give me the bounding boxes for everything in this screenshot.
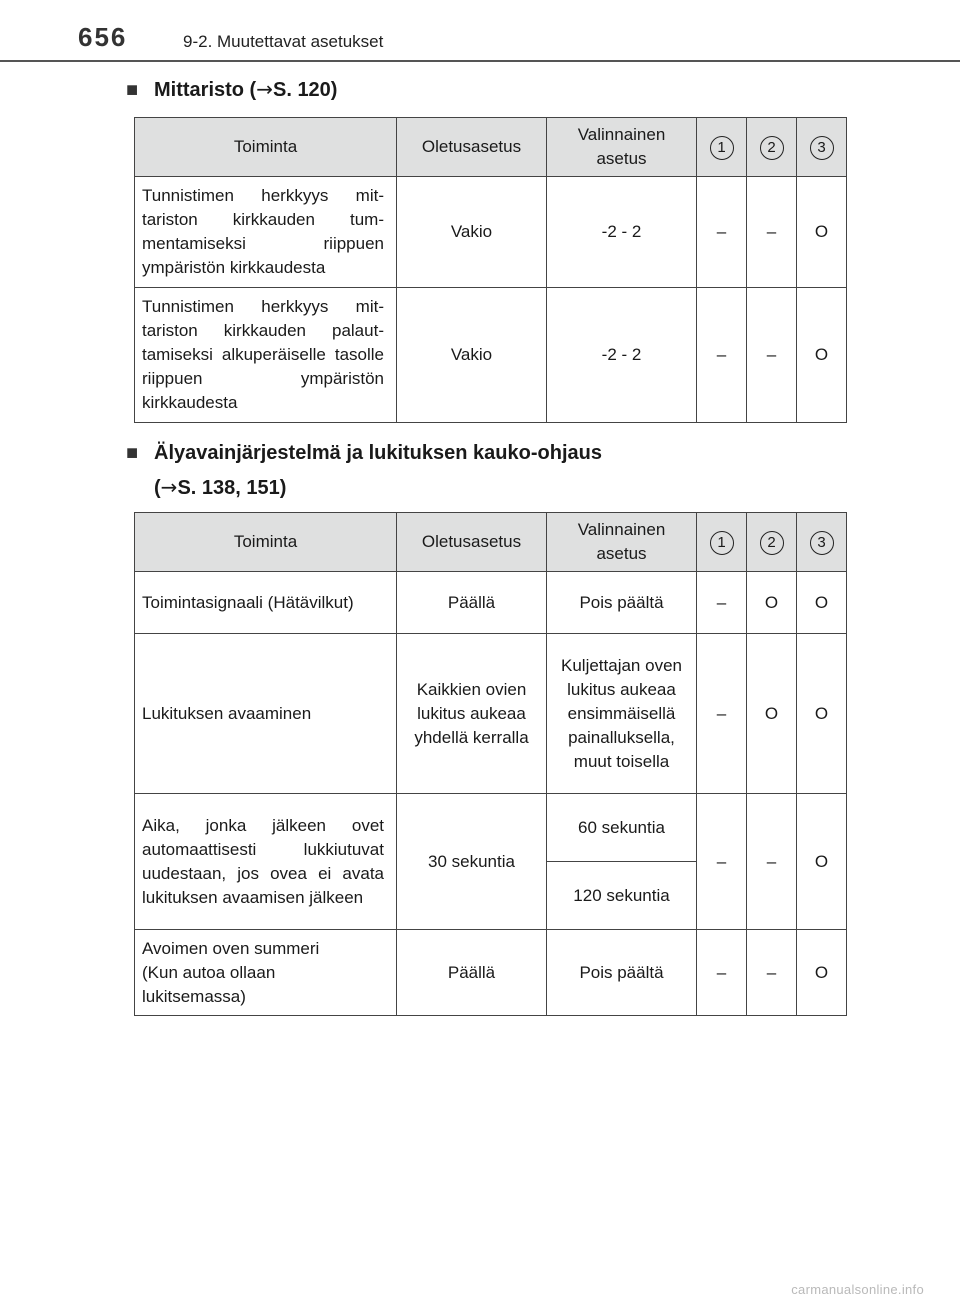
settings-table-instrument-cluster [134, 117, 847, 423]
cell-c1: – [697, 634, 747, 794]
cell-c3: O [797, 794, 847, 930]
cell-function: Toimintasignaali (Hätävilkut) [135, 572, 397, 634]
cell-c2: – [747, 288, 797, 423]
cell-c3: O [797, 930, 847, 1016]
table-row [135, 288, 847, 423]
cell-default: Päällä [397, 572, 547, 634]
circled-2-icon: 2 [760, 136, 784, 160]
cell-default: Vakio [397, 288, 547, 423]
cell-c1: – [697, 794, 747, 930]
header-optional: Valinnainen asetus [547, 118, 697, 177]
table-row [135, 930, 847, 1016]
table-row [135, 572, 847, 634]
table-row [135, 634, 847, 794]
table-row [135, 177, 847, 288]
header-col-3 [797, 513, 847, 572]
cell-optional: Pois päältä [547, 930, 697, 1016]
cell-c3: O [797, 288, 847, 423]
header-col-1 [697, 513, 747, 572]
cell-c2: O [747, 634, 797, 794]
cell-function: Aika, jonka jälkeen ovet automaattisesti lukkiutuvat uudestaan, jos ovea ei avata lukituksen avaamisen jälkeen [135, 794, 397, 930]
header-function: Toiminta [135, 118, 397, 177]
header-default: Oletusasetus [397, 513, 547, 572]
section-heading-instrument-cluster [126, 72, 337, 107]
cell-function: Tunnistimen herkkyys mittariston kirkkauden palauttamiseksi alkuperäiselle tasolle riippuen ympäristön kirkkaudesta [135, 288, 397, 423]
settings-table-smart-key [134, 512, 847, 1016]
circled-3-icon: 3 [810, 531, 834, 555]
arrow-right-icon: → [160, 475, 178, 499]
cell-default: 30 sekuntia [397, 794, 547, 930]
header-optional: Valinnainen asetus [547, 513, 697, 572]
cell-function: Lukituksen avaaminen [135, 634, 397, 794]
cell-c1: – [697, 177, 747, 288]
header-function: Toiminta [135, 513, 397, 572]
cell-c2: – [747, 794, 797, 930]
square-bullet-icon: ■ [126, 442, 139, 464]
cell-c1: – [697, 930, 747, 1016]
page-reference: S. 138, 151) [177, 477, 287, 499]
header-col-2 [747, 513, 797, 572]
header-col-1 [697, 118, 747, 177]
circled-1-icon: 1 [710, 531, 734, 555]
table-header-row [135, 513, 847, 572]
heading-text-prefix: ( [154, 477, 161, 499]
page-reference: S. 120) [272, 79, 338, 101]
header-default: Oletusasetus [397, 118, 547, 177]
square-bullet-icon: ■ [126, 79, 139, 101]
cell-optional: -2 - 2 [547, 288, 697, 423]
running-header: 9-2. Muutettavat asetukset [183, 32, 384, 51]
cell-optional: -2 - 2 [547, 177, 697, 288]
cell-c1: – [697, 288, 747, 423]
cell-optional: Kuljettajan oven lukitus aukeaa ensimmäisellä painalluksella, muut toisella [547, 634, 697, 794]
cell-c2: – [747, 177, 797, 288]
cell-c3: O [797, 572, 847, 634]
cell-function: Avoimen oven summeri (Kun autoa ollaan lukitsemassa) [135, 930, 397, 1016]
circled-3-icon: 3 [810, 136, 834, 160]
cell-optional: Pois päältä [547, 572, 697, 634]
cell-optional-a: 60 sekuntia [547, 794, 697, 862]
table-header-row [135, 118, 847, 177]
cell-c2: – [747, 930, 797, 1016]
circled-2-icon: 2 [760, 531, 784, 555]
header-col-3 [797, 118, 847, 177]
cell-default: Kaikkien ovien lukitus aukeaa yhdellä kerralla [397, 634, 547, 794]
cell-c3: O [797, 634, 847, 794]
cell-default: Päällä [397, 930, 547, 1016]
page-number: 656 [78, 22, 128, 52]
watermark: carmanualsonline.info [791, 1282, 924, 1297]
table-row [135, 794, 847, 862]
cell-default: Vakio [397, 177, 547, 288]
header-rule [0, 60, 960, 62]
cell-c1: – [697, 572, 747, 634]
cell-function: Tunnistimen herkkyys mittariston kirkkauden tummentamiseksi riippuen ympäristön kirkkaudesta [135, 177, 397, 288]
cell-c3: O [797, 177, 847, 288]
cell-optional-b: 120 sekuntia [547, 862, 697, 930]
circled-1-icon: 1 [710, 136, 734, 160]
heading-text-prefix: Mittaristo ( [154, 79, 257, 101]
section-heading-smart-key [126, 436, 602, 505]
header-col-2 [747, 118, 797, 177]
arrow-right-icon: → [256, 77, 273, 101]
heading-text: Älyavainjärjestelmä ja lukituksen kauko-ohjaus [154, 442, 602, 464]
cell-c2: O [747, 572, 797, 634]
